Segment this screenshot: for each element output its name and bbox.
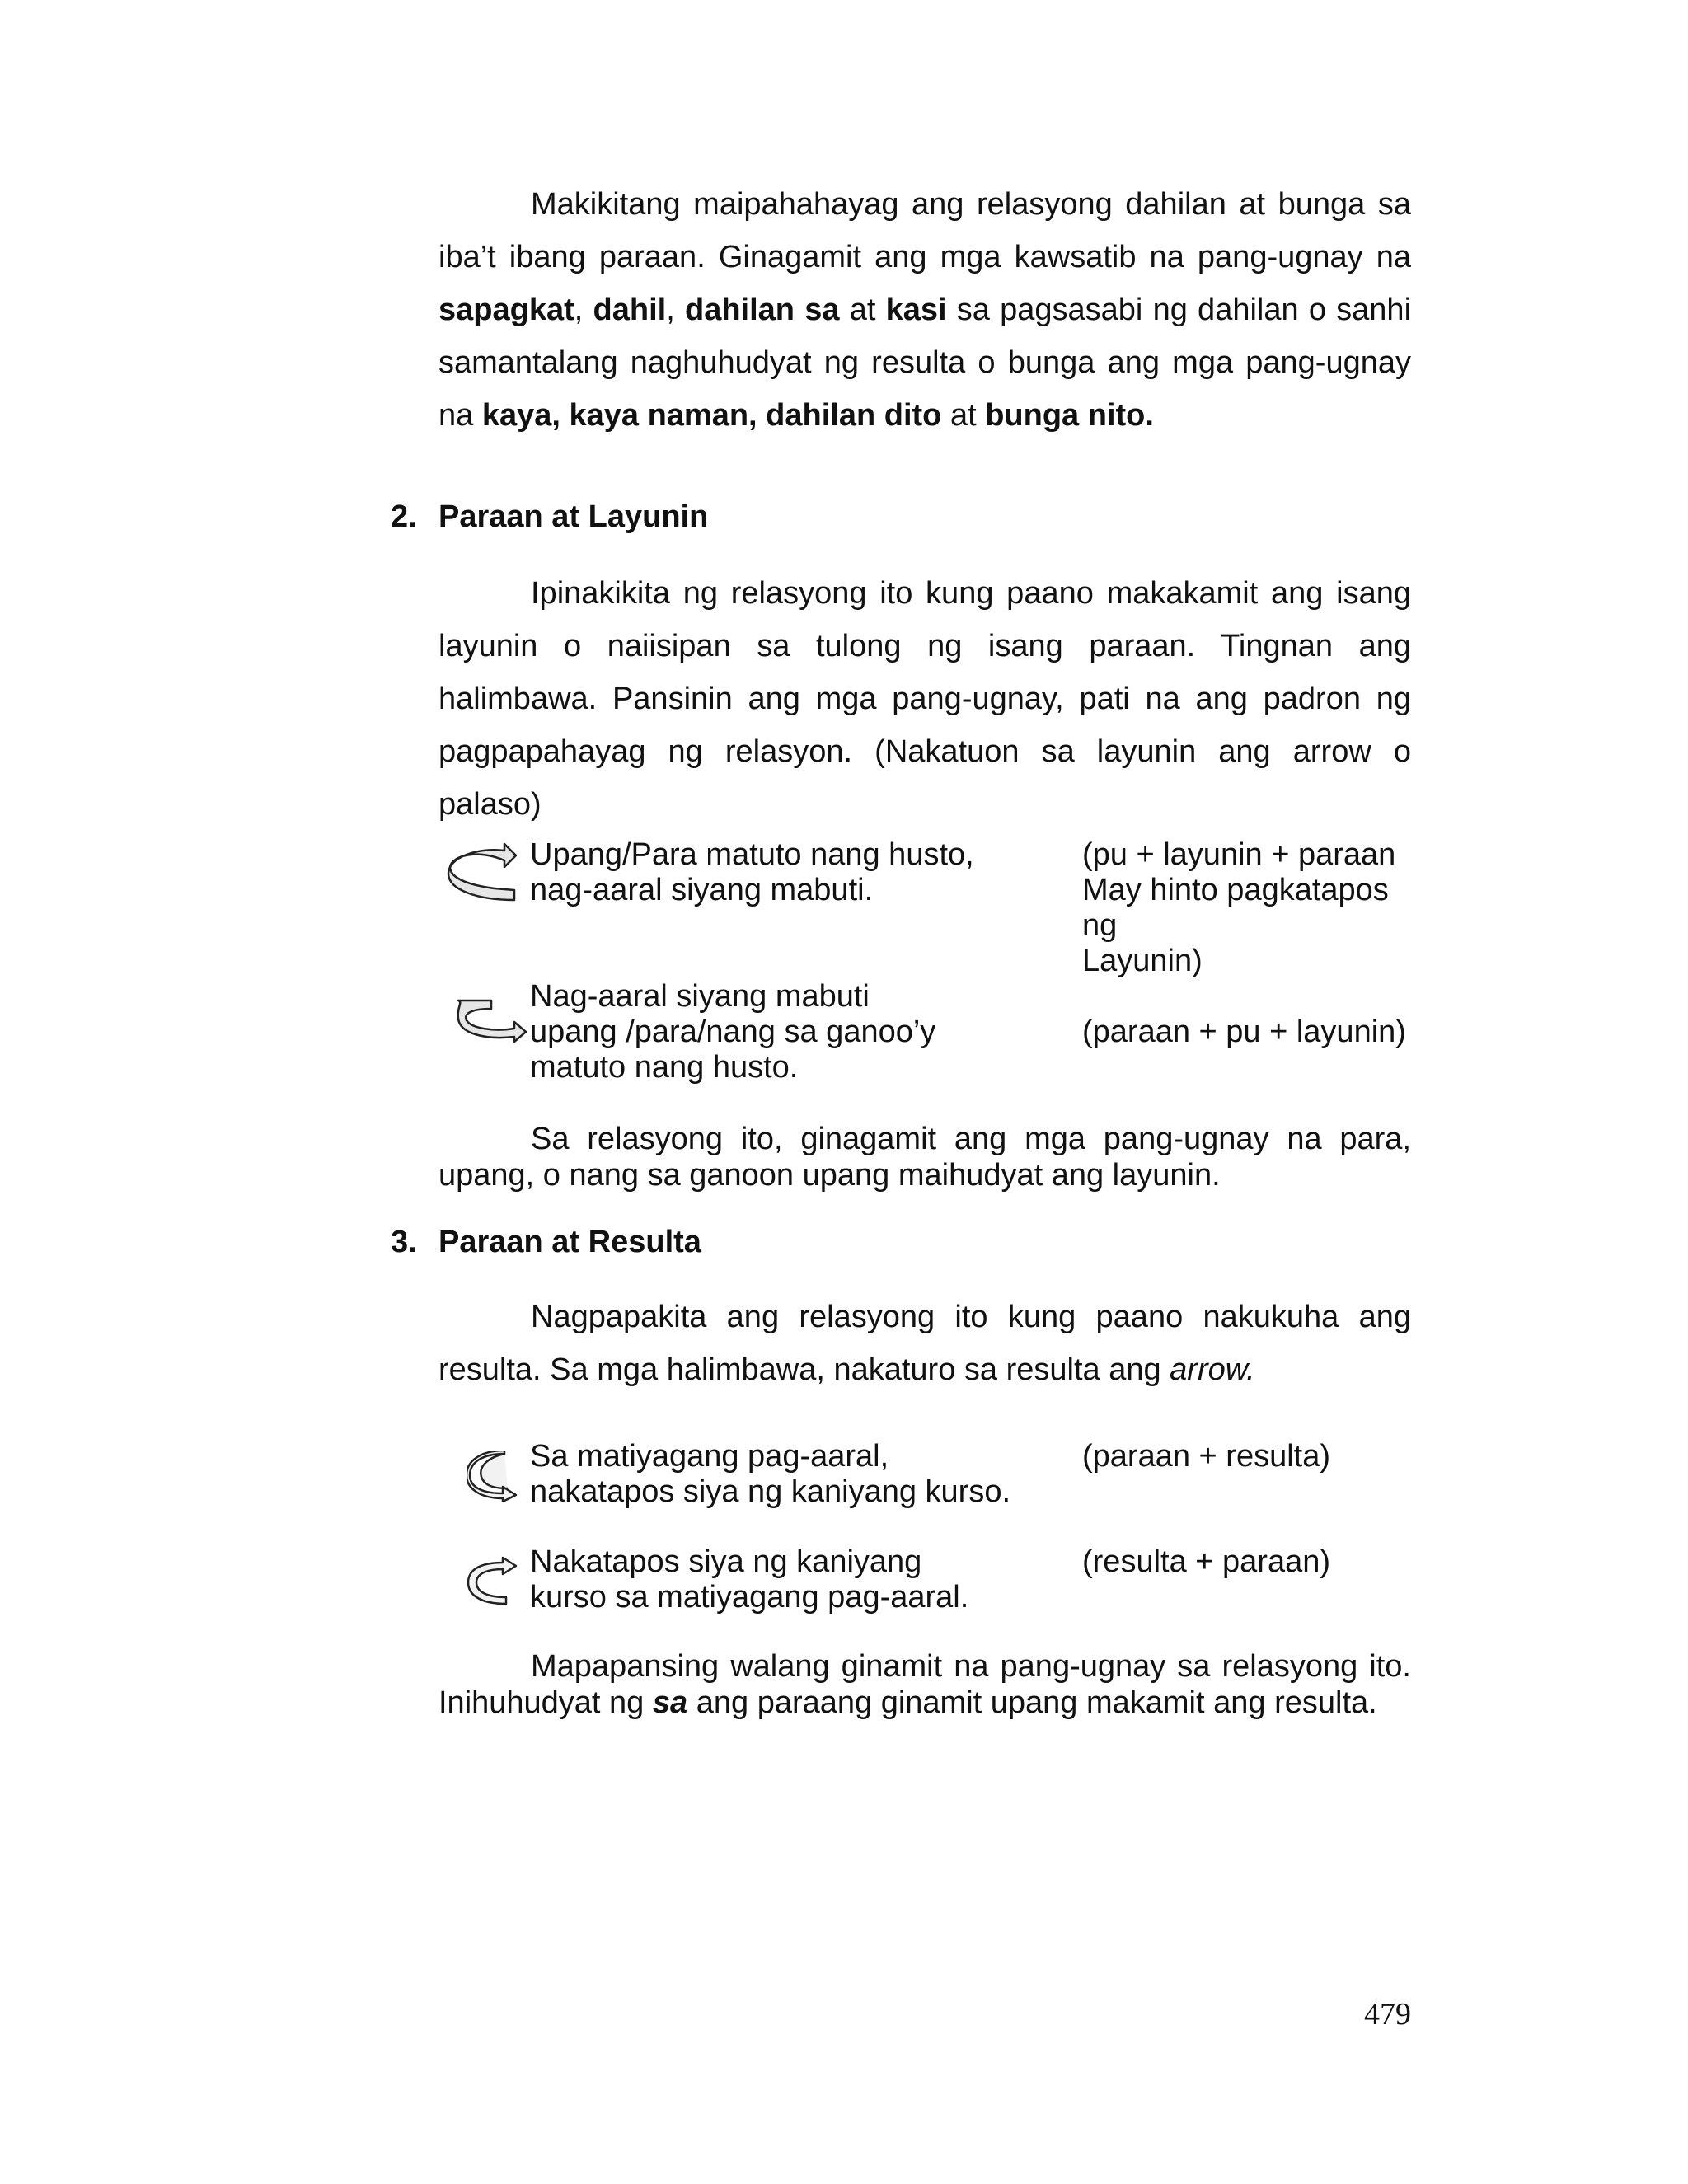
section-2-title: Paraan at Layunin bbox=[438, 499, 709, 534]
example-sentence: Nakatapos siya ng kaniyang kurso sa matiyagang pag-aaral. bbox=[530, 1544, 969, 1615]
section-2-number: 2. bbox=[391, 499, 417, 534]
curved-arrow-icon bbox=[455, 986, 528, 1045]
example-sentence: Upang/Para matuto nang husto, nag-aaral siyang mabuti. bbox=[530, 837, 974, 907]
term-kasi: kasi bbox=[885, 293, 947, 327]
example-pattern: (resulta + paraan) bbox=[1082, 1544, 1330, 1579]
example-sentence: Sa matiyagang pag-aaral, nakatapos siya ng kaniyang kurso. bbox=[530, 1439, 1011, 1509]
intro-text: at bbox=[839, 293, 886, 327]
section-2-note: Sa relasyong ito, ginagamit ang mga pang-ugnay na para, upang, o nang sa ganoon upang maihudyat ang layunin. bbox=[438, 1122, 1411, 1193]
page-number: 479 bbox=[1364, 1997, 1411, 2032]
intro-text: at bbox=[941, 398, 986, 433]
note-text: Mapapansing walang ginamit na pang-ugnay sa relasyong ito. Inihuhudyat ng bbox=[438, 1649, 1411, 1720]
term-dahil: dahil bbox=[593, 293, 667, 327]
term-kaya: kaya, kaya naman, dahilan dito bbox=[481, 398, 942, 433]
section-3-title: Paraan at Resulta bbox=[438, 1225, 701, 1259]
example-pattern: (paraan + pu + layunin) bbox=[1082, 1015, 1406, 1049]
example-sentence: Nag-aaral siyang mabuti upang /para/nang sa ganoo’y matuto nang husto. bbox=[530, 979, 936, 1085]
example-pattern: (pu + layunin + paraan May hinto pagkatapos ng Layunin) bbox=[1082, 837, 1396, 978]
italic-term: arrow. bbox=[1170, 1352, 1255, 1387]
intro-text: , bbox=[574, 293, 593, 327]
section-3-number: 3. bbox=[391, 1225, 417, 1259]
term-dahilan-sa: dahilan sa bbox=[685, 293, 840, 327]
section-3-body bbox=[438, 1291, 1411, 1396]
term-sapagkat: sapagkat bbox=[438, 293, 574, 327]
body-text: Nagpapakita ang relasyong ito kung paano nakukuha ang resulta. Sa mga halimbawa, nakaturo sa resulta ang bbox=[438, 1300, 1411, 1387]
bold-italic-term: sa bbox=[652, 1685, 688, 1720]
section-3-note bbox=[438, 1648, 1411, 1721]
intro-paragraph bbox=[438, 178, 1411, 442]
curved-arrow-icon bbox=[467, 1556, 519, 1607]
intro-text: Makikitang maipahahayag ang relasyong dahilan at bunga sa iba’t ibang paraan. Ginagamit ang mga kawsatib na pang-ugnay na bbox=[438, 187, 1411, 274]
section-2-body: Ipinakikita ng relasyong ito kung paano makakamit ang isang layunin o naiisipan sa tulong ng isang paraan. Tingnan ang halimbawa. Pansinin ang mga pang-ugnay, pati na ang padron ng pagpapahayag ng relasyon. (Nakatuon sa layunin ang arrow o palaso) bbox=[438, 576, 1411, 822]
term-bunga-nito: bunga nito. bbox=[985, 398, 1154, 433]
intro-text: sa pagsasabi ng dahilan o sanhi samantalang naghuhudyat ng resulta o bunga ang mga pang-ugnay na bbox=[438, 293, 1412, 433]
curved-arrow-icon bbox=[467, 1451, 519, 1502]
intro-text: , bbox=[666, 293, 685, 327]
curved-arrow-icon bbox=[445, 842, 518, 902]
note-text: ang paraang ginamit upang makamit ang resulta. bbox=[687, 1685, 1377, 1720]
example-pattern: (paraan + resulta) bbox=[1082, 1439, 1330, 1474]
